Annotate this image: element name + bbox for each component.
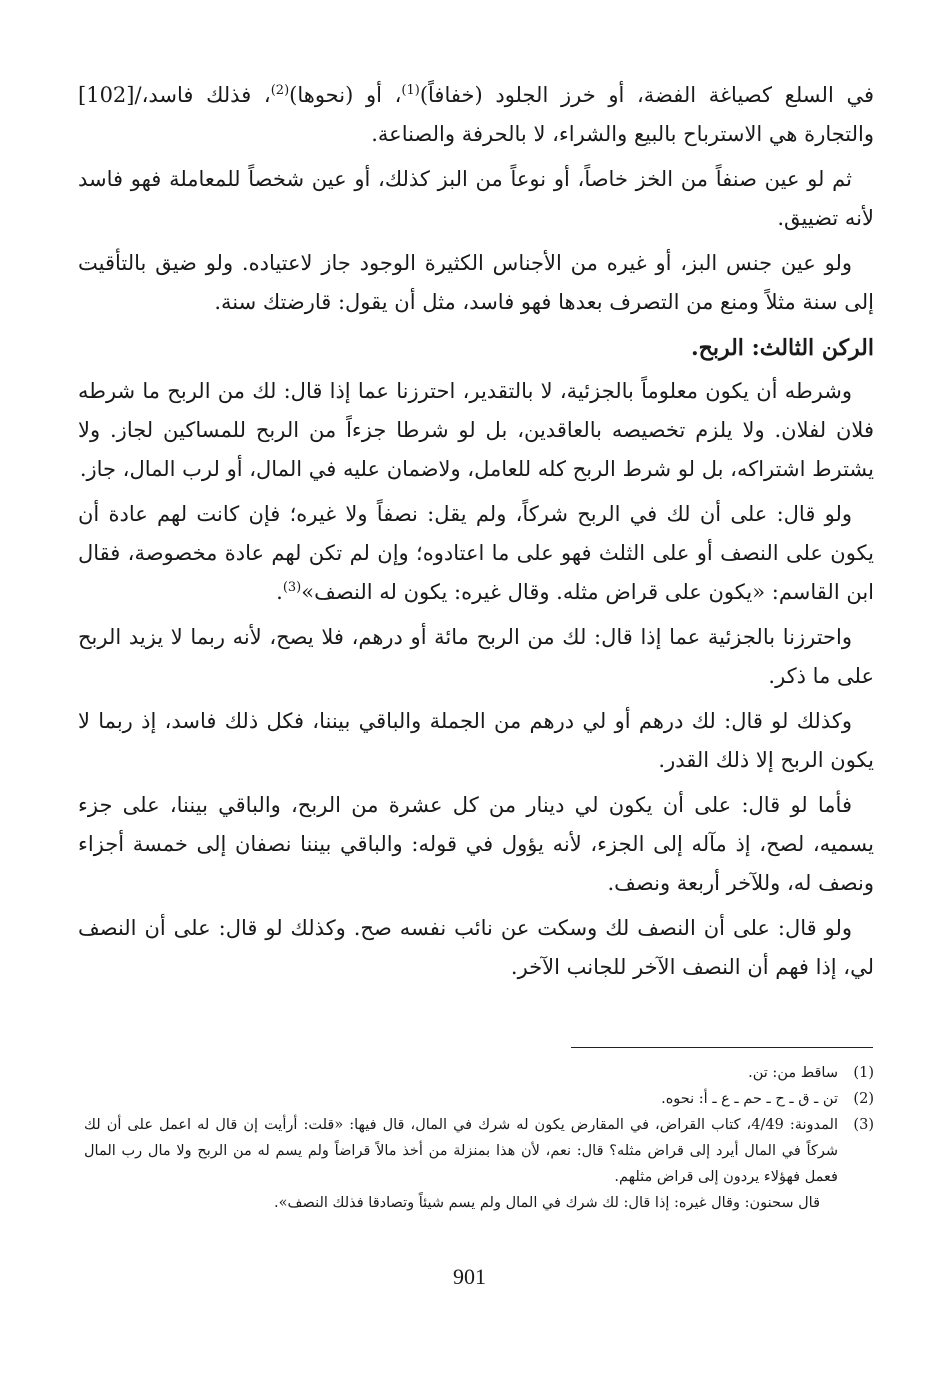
paragraph-5-text-a: ولو قال: على أن لك في الربح شركاً، ولم يقل: نصفاً ولا غيره؛ فإن كانت لهم عادة أن يكون على النصف أو على الثلث فهو على ما اعتادوه؛ وإن لم تكن لهم عادة مخصوصة، فقال ابن القاسم: «يكون على قراض مثله. وقال غيره: يكون له النصف» — [78, 502, 874, 604]
footnote-1 — [84, 1060, 874, 1086]
footnotes — [84, 1060, 874, 1216]
footnote-3 — [84, 1112, 874, 1190]
footnote-ref-2: (2) — [270, 83, 290, 98]
paragraph-5 — [78, 495, 874, 612]
paragraph-1-text-c: ، فذلك فاسد،/[102] والتجارة هي الاسترباح بالبيع والشراء، لا بالحرفة والصناعة. — [78, 83, 874, 146]
paragraph-4: وشرطه أن يكون معلوماً بالجزئية، لا بالتقدير، احترزنا عما إذا قال: لك من الربح ما شرطه فلان لفلان. ولا يلزم تخصيصه بالعاقدين، بل لو شرطا جزءاً من الربح للمساكين لجاز. ولا يشترط اشتراكه، بل لو شرط الربح كله للعامل، ولاضمان عليه في المال، أو لرب المال، جاز. — [78, 379, 874, 481]
footnote-divider — [571, 1047, 873, 1048]
paragraph-1-text-a: في السلع كصياغة الفضة، أو خرز الجلود (خفافاً) — [419, 83, 875, 107]
main-text-body — [78, 76, 874, 993]
paragraph-7: وكذلك لو قال: لك درهم أو لي درهم من الجملة والباقي بيننا، فكل ذلك فاسد، إذ ربما لا يكون الربح إلا ذلك القدر. — [78, 709, 874, 772]
footnote-text: المدونة: 4/49، كتاب القراض، في المقارض يكون له شرك في المال، قال فيها: «قلت: أرأيت إن قال له اعمل على أن لك شركاً في المال أيرد إلى قراض مثله؟ قال: نعم، لأن هذا بمنزلة من أخذ مالاً قراضاً ولم يسم له من الربح ولا مال رب المال فعمل فهؤلاء يردون إلى قراض مثلهم. — [84, 1117, 838, 1185]
paragraph-5-text-b: . — [276, 580, 283, 604]
footnote-text: تن ـ ق ـ ح ـ حم ـ ع ـ أ: نحوه. — [661, 1091, 838, 1107]
footnote-number: (3) — [853, 1117, 874, 1133]
footnote-2 — [84, 1086, 874, 1112]
paragraph-1 — [78, 76, 874, 154]
paragraph-9: ولو قال: على أن النصف لك وسكت عن نائب نفسه صح. وكذلك لو قال: على أن النصف لي، إذا فهم أن النصف الآخر للجانب الآخر. — [78, 916, 874, 979]
footnote-ref-3: (3) — [282, 580, 302, 595]
paragraph-1-text-b: ، أو (نحوها) — [289, 83, 402, 107]
paragraph-8: فأما لو قال: على أن يكون لي دينار من كل عشرة من الربح، والباقي بيننا، على جزء يسميه، لصح، إذ مآله إلى الجزء، لأنه يؤول في قوله: والباقي بيننا نصفان إلى خمسة أجزاء ونصف له، وللآخر أربعة ونصف. — [78, 793, 874, 895]
footnote-number: (1) — [853, 1065, 874, 1081]
page-number: 901 — [453, 1264, 486, 1289]
paragraph-6: واحترزنا بالجزئية عما إذا قال: لك من الربح مائة أو درهم، فلا يصح، لأنه ربما لا يزيد الربح على ما ذكر. — [78, 625, 874, 688]
footnote-ref-1: (1) — [401, 83, 420, 98]
paragraph-3: ولو عين جنس البز، أو غيره من الأجناس الكثيرة الوجود جاز لاعتياده. ولو ضيق بالتأقيت إلى سنة مثلاً ومنع من التصرف بعدها فهو فاسد، مثل أن يقول: قارضتك سنة. — [78, 251, 874, 314]
paragraph-2: ثم لو عين صنفاً من الخز خاصاً، أو نوعاً من البز كذلك، أو عين شخصاً للمعاملة فهو فاسد لأنه تضييق. — [78, 167, 874, 230]
section-heading: الركن الثالث: الربح. — [690, 335, 874, 361]
footnote-text: ساقط من: تن. — [748, 1065, 838, 1081]
footnote-3-continuation: قال سحنون: وقال غيره: إذا قال: لك شرك في المال ولم يسم شيئاً وتصادقا فذلك النصف». — [274, 1195, 820, 1211]
footnote-number: (2) — [853, 1091, 874, 1107]
